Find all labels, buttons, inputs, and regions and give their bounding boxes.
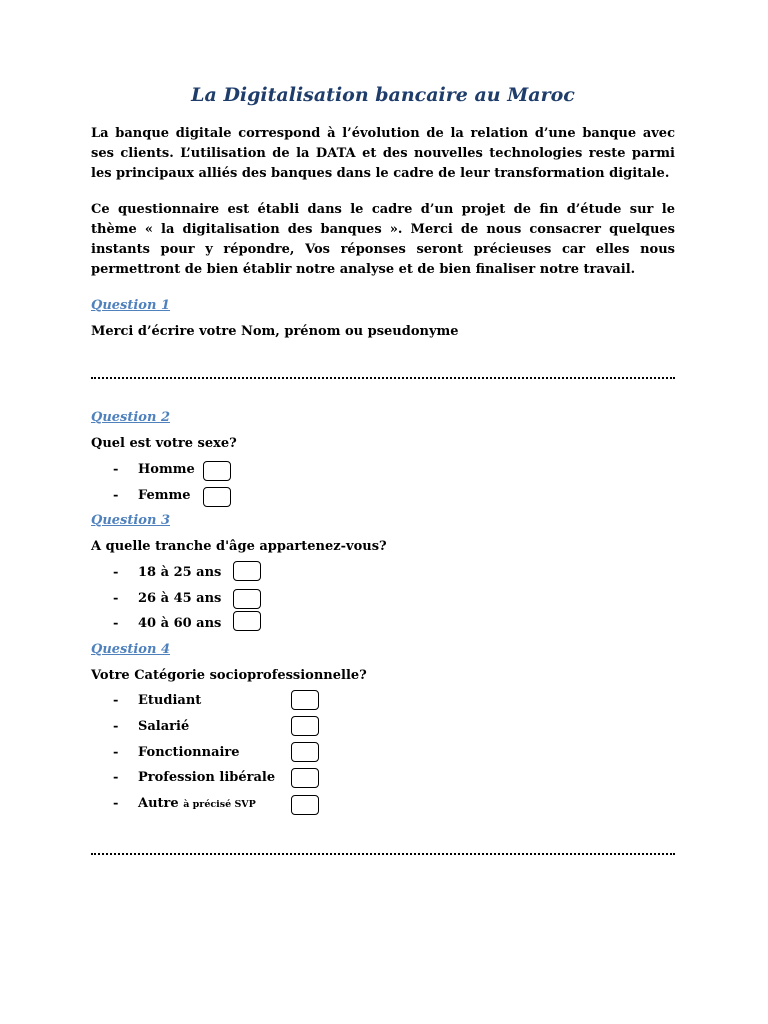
option-label: Homme	[138, 462, 195, 477]
answer-line-autre[interactable]	[91, 853, 675, 855]
checkbox-fonctionnaire[interactable]	[291, 742, 319, 762]
checkbox-femme[interactable]	[203, 487, 231, 507]
checkbox-26-45[interactable]	[233, 589, 261, 609]
option-label: Autre	[138, 796, 179, 811]
question-4-label: Question 4	[91, 642, 171, 657]
question-4-text: Votre Catégorie socioprofessionnelle?	[91, 668, 367, 683]
checkbox-40-60[interactable]	[233, 611, 261, 631]
question-2-text: Quel est votre sexe?	[91, 436, 237, 451]
checkbox-homme[interactable]	[203, 461, 231, 481]
document-title: La Digitalisation bancaire au Maroc	[191, 84, 575, 106]
option-label: 26 à 45 ans	[138, 591, 222, 606]
question-2-label: Question 2	[91, 410, 171, 425]
option-label: 40 à 60 ans	[138, 616, 222, 631]
checkbox-salarie[interactable]	[291, 716, 319, 736]
question-1-text: Merci d’écrire votre Nom, prénom ou pseudonyme	[91, 324, 459, 339]
intro-paragraph-2: Ce questionnaire est établi dans le cadre d’un projet de fin d’étude sur le thème « la digitalisation des banques ». Merci de nous consacrer quelques instants pour y répondre, Vos réponses seront précieuses car elles nous permettront de bien établir notre analyse et de bien finaliser notre travail.	[91, 202, 675, 277]
question-3-label: Question 3	[91, 513, 171, 528]
option-label: Etudiant	[138, 693, 202, 708]
option-label: Profession libérale	[138, 770, 276, 785]
option-label: Salarié	[138, 719, 190, 734]
option-note: à précisé SVP	[183, 799, 256, 810]
option-label: 18 à 25 ans	[138, 565, 222, 580]
checkbox-profession-liberale[interactable]	[291, 768, 319, 788]
checkbox-autre[interactable]	[291, 795, 319, 815]
checkbox-etudiant[interactable]	[291, 690, 319, 710]
question-1-label: Question 1	[91, 298, 171, 313]
option-label: Femme	[138, 488, 191, 503]
question-3-text: A quelle tranche d'âge appartenez-vous?	[91, 539, 387, 554]
intro-paragraph-1: La banque digitale correspond à l’évolution de la relation d’une banque avec ses clients. L’utilisation de la DATA et des nouvelles technologies reste parmi les principaux alliés des banques dans le cadre de leur transformation digitale.	[91, 126, 675, 181]
answer-line-name[interactable]	[91, 377, 675, 379]
checkbox-18-25[interactable]	[233, 561, 261, 581]
option-label: Fonctionnaire	[138, 745, 240, 760]
